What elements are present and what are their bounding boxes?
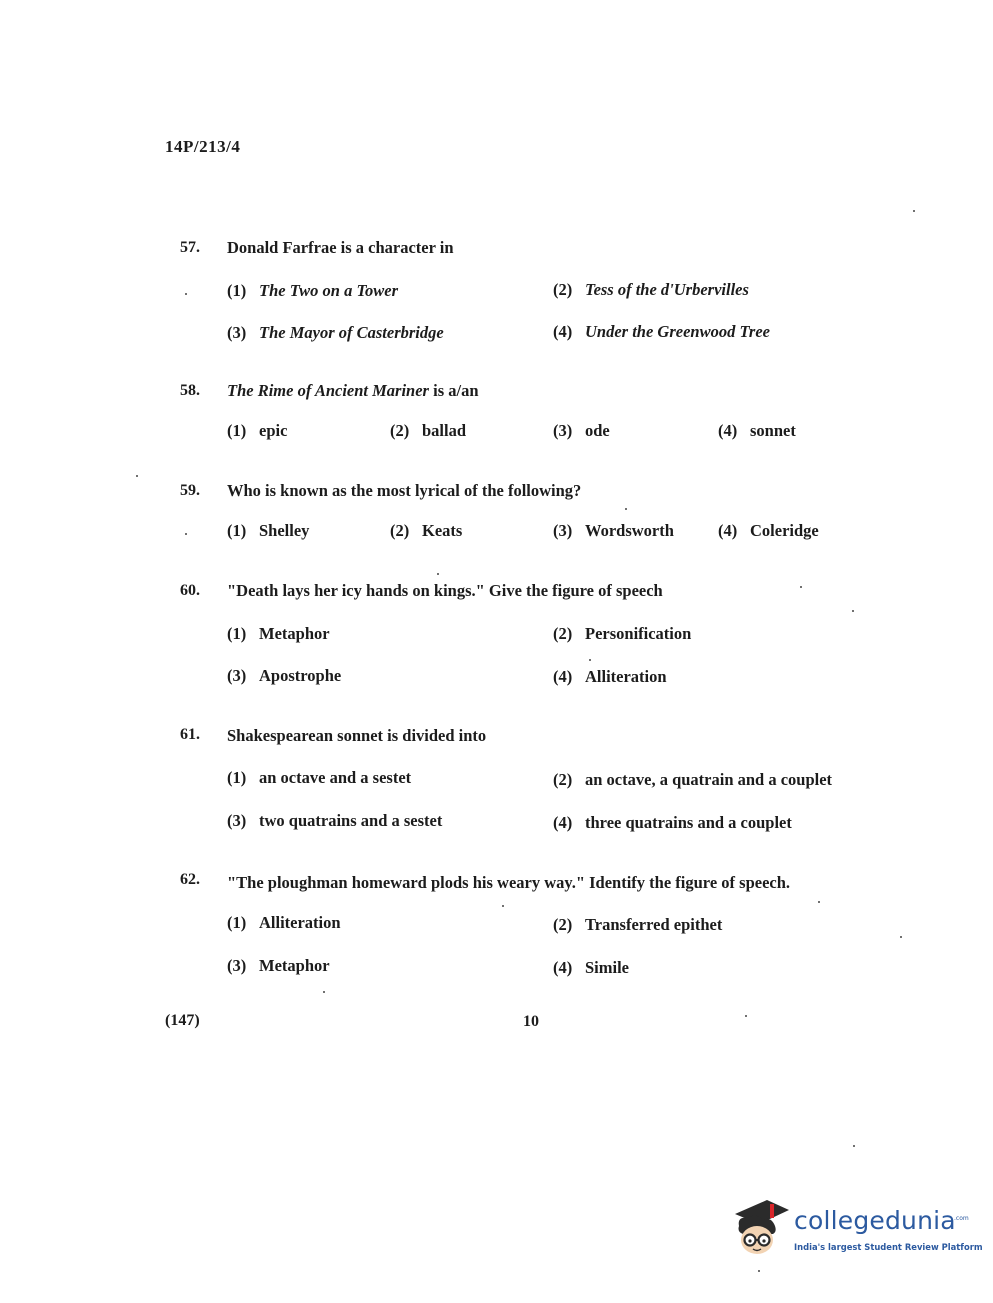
option-1 <box>227 768 411 788</box>
option-number: (1) <box>227 913 247 932</box>
scan-speck <box>136 475 138 477</box>
question-number: 58. <box>180 382 200 399</box>
option-1 <box>227 624 330 644</box>
option-number: (4) <box>553 667 573 686</box>
logo-name: collegedunia <box>794 1206 956 1235</box>
option-3 <box>553 421 610 441</box>
poem-title: The Rime of Ancient Mariner <box>227 381 429 400</box>
option-3 <box>553 521 674 541</box>
option-text: The Mayor of Casterbridge <box>259 323 444 342</box>
option-number: (2) <box>553 770 573 789</box>
question-number: 57. <box>180 239 200 256</box>
option-number: (1) <box>227 768 247 787</box>
option-2 <box>553 624 691 644</box>
option-3 <box>227 956 330 976</box>
question-text: Shakespearean sonnet is divided into <box>227 726 487 745</box>
scan-speck <box>323 991 325 993</box>
option-number: (2) <box>553 280 573 299</box>
option-number: (3) <box>227 666 247 685</box>
scan-speck <box>852 610 854 612</box>
option-text: The Two on a Tower <box>259 281 399 300</box>
option-2 <box>390 421 466 441</box>
option-text: Simile <box>585 958 629 977</box>
option-4 <box>553 667 667 687</box>
option-number: (2) <box>553 624 573 643</box>
scan-speck <box>758 1270 760 1272</box>
option-number: (3) <box>227 811 247 830</box>
scan-speck <box>800 586 802 588</box>
collegedunia-logo <box>733 1196 983 1266</box>
page-number: 10 <box>523 1013 539 1030</box>
scan-speck <box>745 1015 747 1017</box>
option-4 <box>718 421 796 441</box>
option-number: (4) <box>553 322 573 341</box>
option-text: three quatrains and a couplet <box>585 813 792 832</box>
option-text: Coleridge <box>750 521 819 540</box>
question-number: 61. <box>180 726 200 743</box>
option-text: Alliteration <box>585 667 667 686</box>
option-text: Transferred epithet <box>585 915 723 934</box>
option-number: (2) <box>553 915 573 934</box>
option-number: (4) <box>553 813 573 832</box>
option-4 <box>553 322 770 342</box>
option-number: (4) <box>718 421 738 440</box>
scan-speck <box>185 533 187 535</box>
option-text: Tess of the d'Urbervilles <box>585 280 749 299</box>
option-2 <box>553 915 722 935</box>
scan-speck <box>900 936 902 938</box>
option-number: (4) <box>553 958 573 977</box>
option-text: an octave, a quatrain and a couplet <box>585 770 833 789</box>
question-text: "Death lays her icy hands on kings." Give the figure of speech <box>227 581 663 600</box>
question-number: 60. <box>180 582 200 599</box>
question-text-rest: is a/an <box>428 381 479 400</box>
option-4 <box>553 958 629 978</box>
option-number: (2) <box>390 421 410 440</box>
option-2 <box>553 280 749 300</box>
option-number: (2) <box>390 521 410 540</box>
option-text: Wordsworth <box>585 521 674 540</box>
option-number: (1) <box>227 281 247 300</box>
option-text: Shelley <box>259 521 310 540</box>
scan-speck <box>625 508 627 510</box>
scan-speck <box>589 659 591 661</box>
option-2 <box>553 770 832 790</box>
question-text: Donald Farfrae is a character in <box>227 238 454 257</box>
option-4 <box>718 521 819 541</box>
question-text: Who is known as the most lyrical of the following? <box>227 481 582 500</box>
question-text: "The ploughman homeward plods his weary way." Identify the figure of speech. <box>227 873 791 892</box>
option-text: Under the Greenwood Tree <box>585 322 770 341</box>
option-number: (1) <box>227 521 247 540</box>
option-4 <box>553 813 792 833</box>
option-1 <box>227 521 309 541</box>
option-number: (3) <box>553 521 573 540</box>
option-text: two quatrains and a sestet <box>259 811 443 830</box>
option-3 <box>227 323 444 343</box>
question-text <box>227 381 479 401</box>
scan-speck <box>502 905 504 907</box>
option-1 <box>227 913 341 933</box>
logo-suffix: .com <box>954 1215 969 1222</box>
option-number: (1) <box>227 421 247 440</box>
footer-code: (147) <box>165 1012 200 1029</box>
paper-code: 14P/213/4 <box>165 137 241 156</box>
option-text: Apostrophe <box>259 666 342 685</box>
option-number: (4) <box>718 521 738 540</box>
option-text: Metaphor <box>259 956 330 975</box>
option-text: Alliteration <box>259 913 341 932</box>
scan-speck <box>818 901 820 903</box>
logo-tagline: India's largest Student Review Platform <box>794 1242 983 1252</box>
option-3 <box>227 666 341 686</box>
option-number: (3) <box>227 956 247 975</box>
option-text: ballad <box>422 421 467 440</box>
option-text: epic <box>259 421 288 440</box>
option-text: Personification <box>585 624 692 643</box>
option-1 <box>227 281 398 301</box>
option-text: Metaphor <box>259 624 330 643</box>
mascot-icon <box>733 1196 793 1262</box>
option-text: ode <box>585 421 610 440</box>
option-number: (3) <box>227 323 247 342</box>
scan-speck <box>185 293 187 295</box>
question-number: 59. <box>180 482 200 499</box>
question-number: 62. <box>180 871 200 888</box>
option-text: Keats <box>422 521 463 540</box>
option-number: (3) <box>553 421 573 440</box>
option-number: (1) <box>227 624 247 643</box>
option-text: sonnet <box>750 421 796 440</box>
scan-speck <box>913 210 915 212</box>
scan-speck <box>853 1145 855 1147</box>
option-text: an octave and a sestet <box>259 768 412 787</box>
scan-speck <box>437 573 439 575</box>
option-3 <box>227 811 442 831</box>
option-2 <box>390 521 462 541</box>
option-1 <box>227 421 287 441</box>
